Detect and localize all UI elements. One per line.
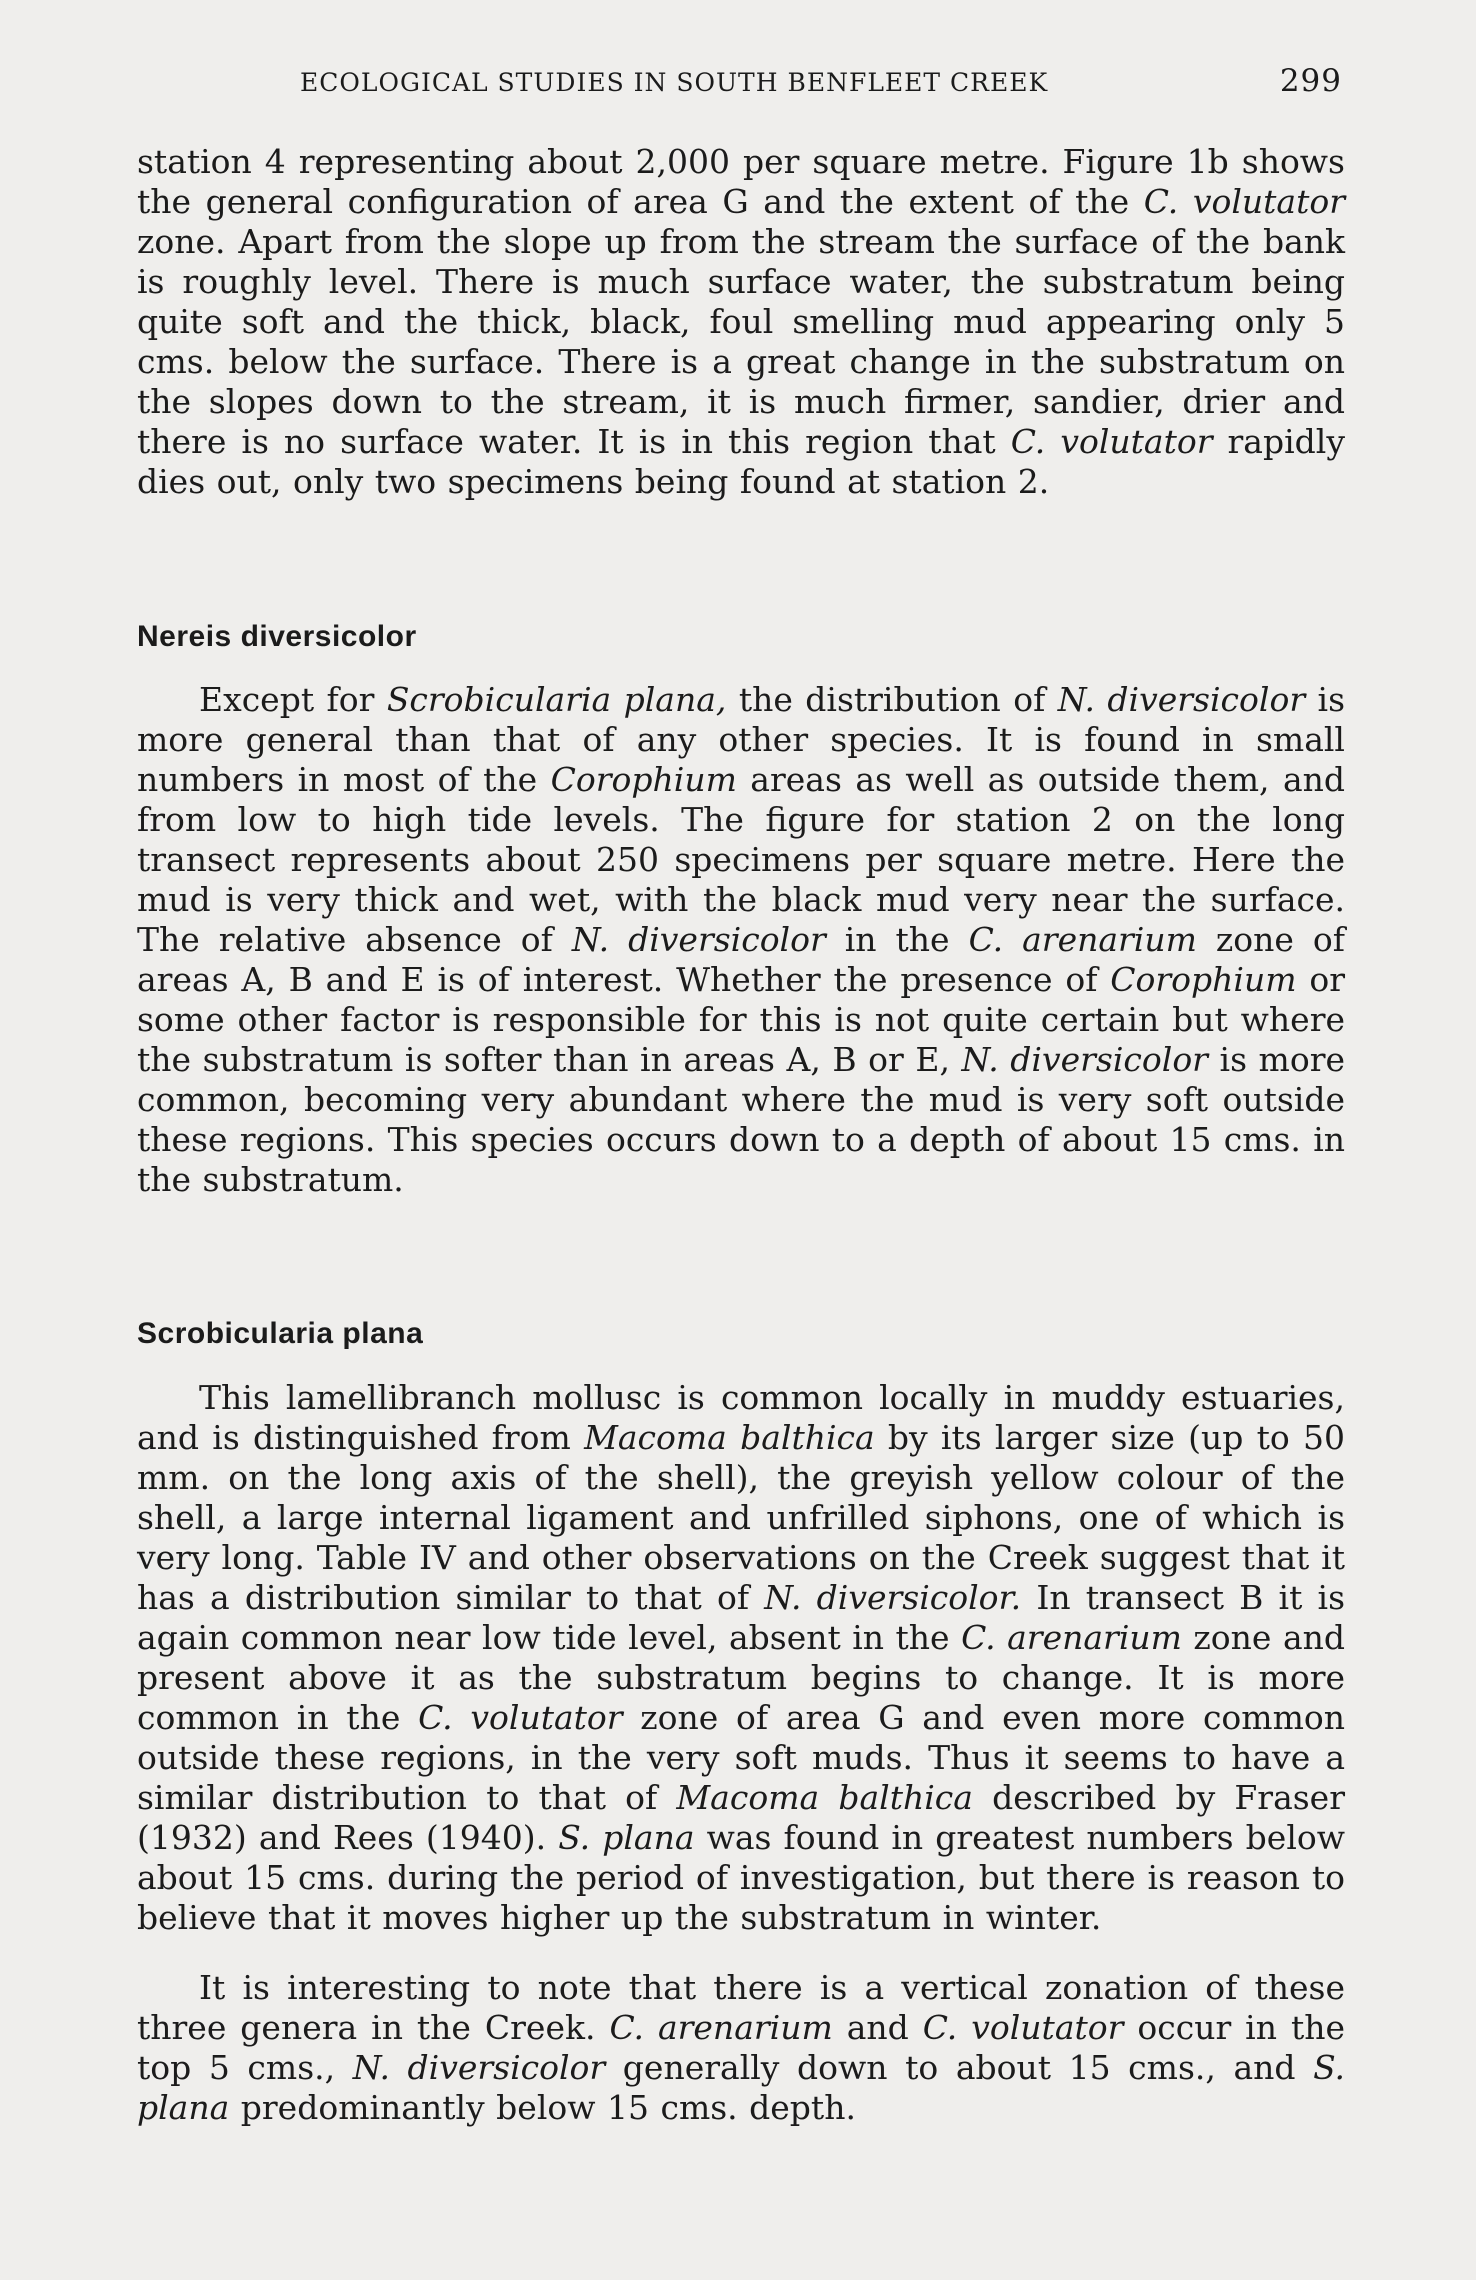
text-run: was found in greatest numbers below about 15 cms. during the period of investigation, but there is reason to believe that it moves higher up the substratum in winter. [137, 1818, 1345, 1937]
taxon-name: Corophium [1110, 960, 1297, 999]
taxon-name: Macoma balthica [584, 1418, 875, 1457]
text-run: is more general than that of any other species. It is found in small numbers in most of the [137, 680, 1346, 799]
text-run: the distribution of [726, 680, 1058, 719]
paragraph-4 [137, 1968, 1345, 2128]
text-run: is more common, becoming very abundant where the mud is very soft outside these regions. This species occurs down to a depth of about 15 cms. in the substratum. [137, 1040, 1346, 1199]
paragraph-continuation [137, 142, 1345, 502]
text-run: described by Fraser (1932) and Rees (1940). [137, 1778, 1345, 1857]
paragraph-2 [137, 680, 1345, 1200]
text-run: Except for [199, 680, 387, 719]
taxon-name: C. volutator [418, 1698, 623, 1737]
text-run: zone and present above it as the substratum begins to change. It is more common in the [137, 1618, 1345, 1737]
text-run: zone of areas A, B and E is of interest. Whether the presence of [137, 920, 1345, 999]
page-number: 299 [1279, 63, 1342, 99]
text-run: generally down to about 15 cms., and [605, 2048, 1314, 2087]
text-run: zone. Apart from the slope up from the stream the surface of the bank is roughly level. There is much surface water, the substratum being quite soft and the thick, black, foul smelling mud appearing only 5 cms. below the surface. There is a great change in the substratum on the slopes down to the stream, it is much firmer, sandier, drier and there is no surface water. It is in this region that [137, 222, 1345, 461]
paragraph-1 [137, 142, 1345, 502]
text-run: in the [825, 920, 969, 959]
taxon-name: N. diversicolor [352, 2048, 606, 2087]
running-head: ECOLOGICAL STUDIES IN SOUTH BENFLEET CREEK [300, 68, 1049, 97]
section-heading-nereis-diversicolor: Nereis diversicolor [137, 620, 417, 653]
taxon-name: C. volutator [922, 2008, 1124, 2047]
paragraph-3 [137, 1378, 1345, 1938]
taxon-name: S. plana [137, 2048, 1346, 2127]
taxon-name: C. volutator [1143, 182, 1345, 221]
text-run: This lamellibranch mollusc is common locally in muddy estuaries, and is distinguished from [137, 1378, 1345, 1457]
section-heading-scrobicularia-plana: Scrobicularia plana [137, 1317, 424, 1350]
taxon-name: S. plana [558, 1818, 695, 1857]
text-run: station 4 representing about 2,000 per square metre. Figure 1b shows the general configuration of area G and the extent of the [137, 142, 1345, 221]
text-run: areas as well as outside them, and from low to high tide levels. The figure for station 2 on the long transect represents about 250 specimens per square metre. Here the mud is very thick and wet, with the black mud very near the surface. The relative absence of [137, 760, 1345, 959]
section-scrobicularia-body [137, 1378, 1345, 2128]
taxon-name: C. arenarium [961, 1618, 1182, 1657]
taxon-name: Macoma balthica [676, 1778, 973, 1817]
text-run: or some other factor is responsible for this is not quite certain but where the substratum is softer than in areas A, B or E, [137, 960, 1345, 1079]
taxon-name: N. diversicolor [961, 1040, 1208, 1079]
text-run: predominantly below 15 cms. depth. [229, 2088, 856, 2127]
taxon-name: N. diversicolor [1057, 680, 1306, 719]
taxon-name: Corophium [550, 760, 737, 799]
taxon-name: N. diversicolor. [764, 1578, 1022, 1617]
text-run: In transect B it is again common near low tide level, absent in the [137, 1578, 1346, 1657]
text-run: occur in the top 5 cms., [137, 2008, 1345, 2087]
text-run: zone of area G and even more common outside these regions, in the very soft muds. Thus it seems to have a similar distribution to that of [137, 1698, 1345, 1817]
taxon-name: C. volutator [1010, 422, 1213, 461]
taxon-name: C. arenarium [968, 920, 1197, 959]
section-nereis-body [137, 680, 1345, 1200]
taxon-name: N. diversicolor [571, 920, 826, 959]
text-run: and [832, 2008, 923, 2047]
text-run: It is interesting to note that there is a vertical zonation of these three genera in the Creek. [137, 1968, 1345, 2047]
taxon-name: Scrobicularia plana, [386, 680, 727, 719]
text-run: by its larger size (up to 50 mm. on the long axis of the shell), the greyish yellow colour of the shell, a large internal ligament and unfrilled siphons, one of which is very long. Table IV and other observations on the Creek suggest that it has a distribution similar to that of [137, 1418, 1346, 1617]
text-run: rapidly dies out, only two specimens being found at station 2. [137, 422, 1345, 501]
taxon-name: C. arenarium [609, 2008, 833, 2047]
